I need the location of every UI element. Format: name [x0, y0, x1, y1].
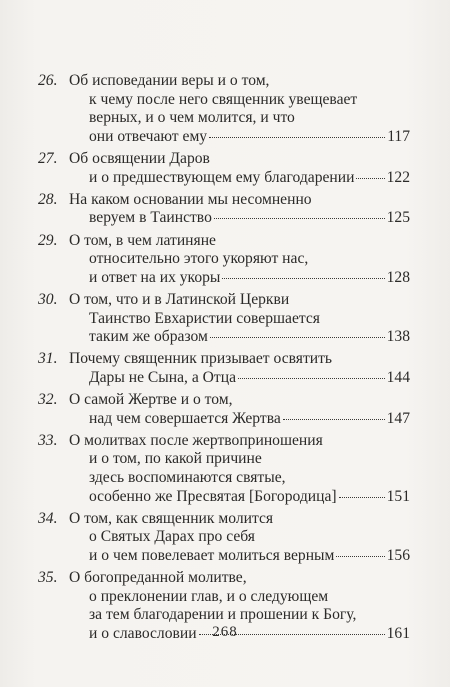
- toc-entry-title-line: над чем совершается Жертва: [89, 409, 281, 427]
- toc-entry-last-line: [69, 488, 410, 507]
- toc-entry: [38, 150, 410, 187]
- dot-leader: [238, 377, 385, 379]
- toc-entry-title-line: и о чем повелевает молиться верным: [89, 547, 335, 564]
- toc-entry-title-line: веруем в Таинство: [89, 209, 212, 227]
- toc-entry-page-number: 117: [387, 127, 410, 145]
- toc-entry-title-line: и о предшествующем ему благодарении: [89, 168, 355, 186]
- toc-entry-page-number: 161: [386, 624, 410, 642]
- toc-entry-number: 32.: [38, 391, 58, 409]
- toc-entry: [38, 291, 410, 347]
- toc-entry-page-number: 151: [386, 487, 410, 505]
- dot-leader: [356, 177, 384, 179]
- toc-entry-title-line: о Святых Дарах про себя: [89, 528, 255, 546]
- toc-entry-number: 29.: [38, 231, 58, 249]
- toc-entry-title-line: О самой Жертве и о том,: [69, 391, 233, 409]
- toc-entry-title-line: О богопреданной молитве,: [69, 569, 247, 587]
- dot-leader: [209, 136, 385, 138]
- toc-entry-page-number: 128: [386, 268, 410, 286]
- toc-entry-title-line: относительно этого укоряют нас,: [89, 250, 309, 268]
- table-of-contents: [38, 72, 410, 647]
- toc-entry-title-line: и ответ на их укоры: [89, 268, 221, 286]
- toc-entry-title-line: особенно же Пресвятая [Богородица]: [89, 487, 337, 505]
- toc-entry-title-line: таким же образом: [89, 328, 208, 346]
- toc-entry-last-line: [69, 369, 410, 388]
- toc-entry-title-line: Почему священник призывает освятить: [69, 350, 333, 368]
- dot-leader: [336, 555, 384, 557]
- toc-entry-title-line: Дары не Сына, а Отца: [89, 368, 236, 386]
- toc-entry-last-line: [69, 328, 410, 347]
- toc-entry-title-line: они отвечают ему: [89, 127, 208, 145]
- toc-entry-page-number: 138: [386, 328, 410, 346]
- toc-entry: [38, 350, 410, 387]
- toc-entry: [38, 510, 410, 566]
- toc-entry-page-number: 156: [386, 547, 410, 564]
- toc-entry-last-line: [69, 269, 410, 288]
- dot-leader: [283, 418, 385, 420]
- toc-entry-last-line: [69, 128, 410, 147]
- toc-entry-title-line: и о том, по какой причине: [89, 450, 262, 468]
- toc-entry-title-line: к чему после него священник увещевает: [89, 90, 358, 108]
- toc-entry-title-line: и о славословии: [89, 624, 197, 642]
- toc-entry-title-line: здесь воспоминаются святые,: [89, 469, 286, 487]
- toc-entry-page-number: 122: [386, 168, 410, 186]
- toc-entry-last-line: [69, 547, 410, 566]
- toc-entry-title-line: за тем благодарении и прошении к Богу,: [89, 606, 357, 624]
- dot-leader: [214, 217, 385, 219]
- toc-entry-number: 27.: [38, 149, 58, 167]
- toc-entry-title-line: О молитвах после жертвоприношения: [69, 431, 323, 449]
- toc-entry-title-line: О том, в чем латиняне: [69, 231, 216, 249]
- toc-entry-number: 30.: [38, 290, 58, 308]
- toc-entry-last-line: [69, 209, 410, 228]
- toc-entry-title-line: о преклонении глав, и о следующем: [89, 587, 329, 605]
- page-number: 268: [212, 624, 238, 640]
- toc-entry-number: 34.: [38, 509, 58, 527]
- toc-entry-title-line: На каком основании мы несомненно: [69, 190, 312, 208]
- toc-entry-last-line: [69, 410, 410, 429]
- toc-entry: [38, 72, 410, 146]
- toc-entry-number: 31.: [38, 350, 58, 368]
- toc-entry-number: 33.: [38, 431, 58, 449]
- toc-entry-page-number: 144: [386, 368, 410, 386]
- toc-entry: [38, 232, 410, 288]
- toc-entry-title-line: Таинство Евхаристии совершается: [89, 309, 320, 327]
- dot-leader: [339, 496, 385, 498]
- toc-entry-title-line: верных, и о чем молится, и что: [89, 109, 295, 127]
- toc-entry-number: 35.: [38, 569, 58, 587]
- dot-leader: [210, 336, 385, 338]
- toc-entry: [38, 391, 410, 428]
- toc-entry-title-line: Об освящении Даров: [69, 149, 210, 167]
- toc-entry-title-line: Об исповедании веры и о том,: [69, 72, 270, 89]
- toc-entry-page-number: 147: [386, 409, 410, 427]
- toc-entry: [38, 432, 410, 506]
- toc-entry-number: 28.: [38, 190, 58, 208]
- toc-entry-number: 26.: [38, 72, 58, 89]
- toc-entry-title-line: О том, что и в Латинской Церкви: [69, 290, 290, 308]
- toc-entry-last-line: [69, 169, 410, 188]
- toc-entry: [38, 191, 410, 228]
- toc-entry-title-line: О том, как священник молится: [69, 509, 274, 527]
- dot-leader: [222, 277, 384, 279]
- toc-entry-page-number: 125: [386, 209, 410, 227]
